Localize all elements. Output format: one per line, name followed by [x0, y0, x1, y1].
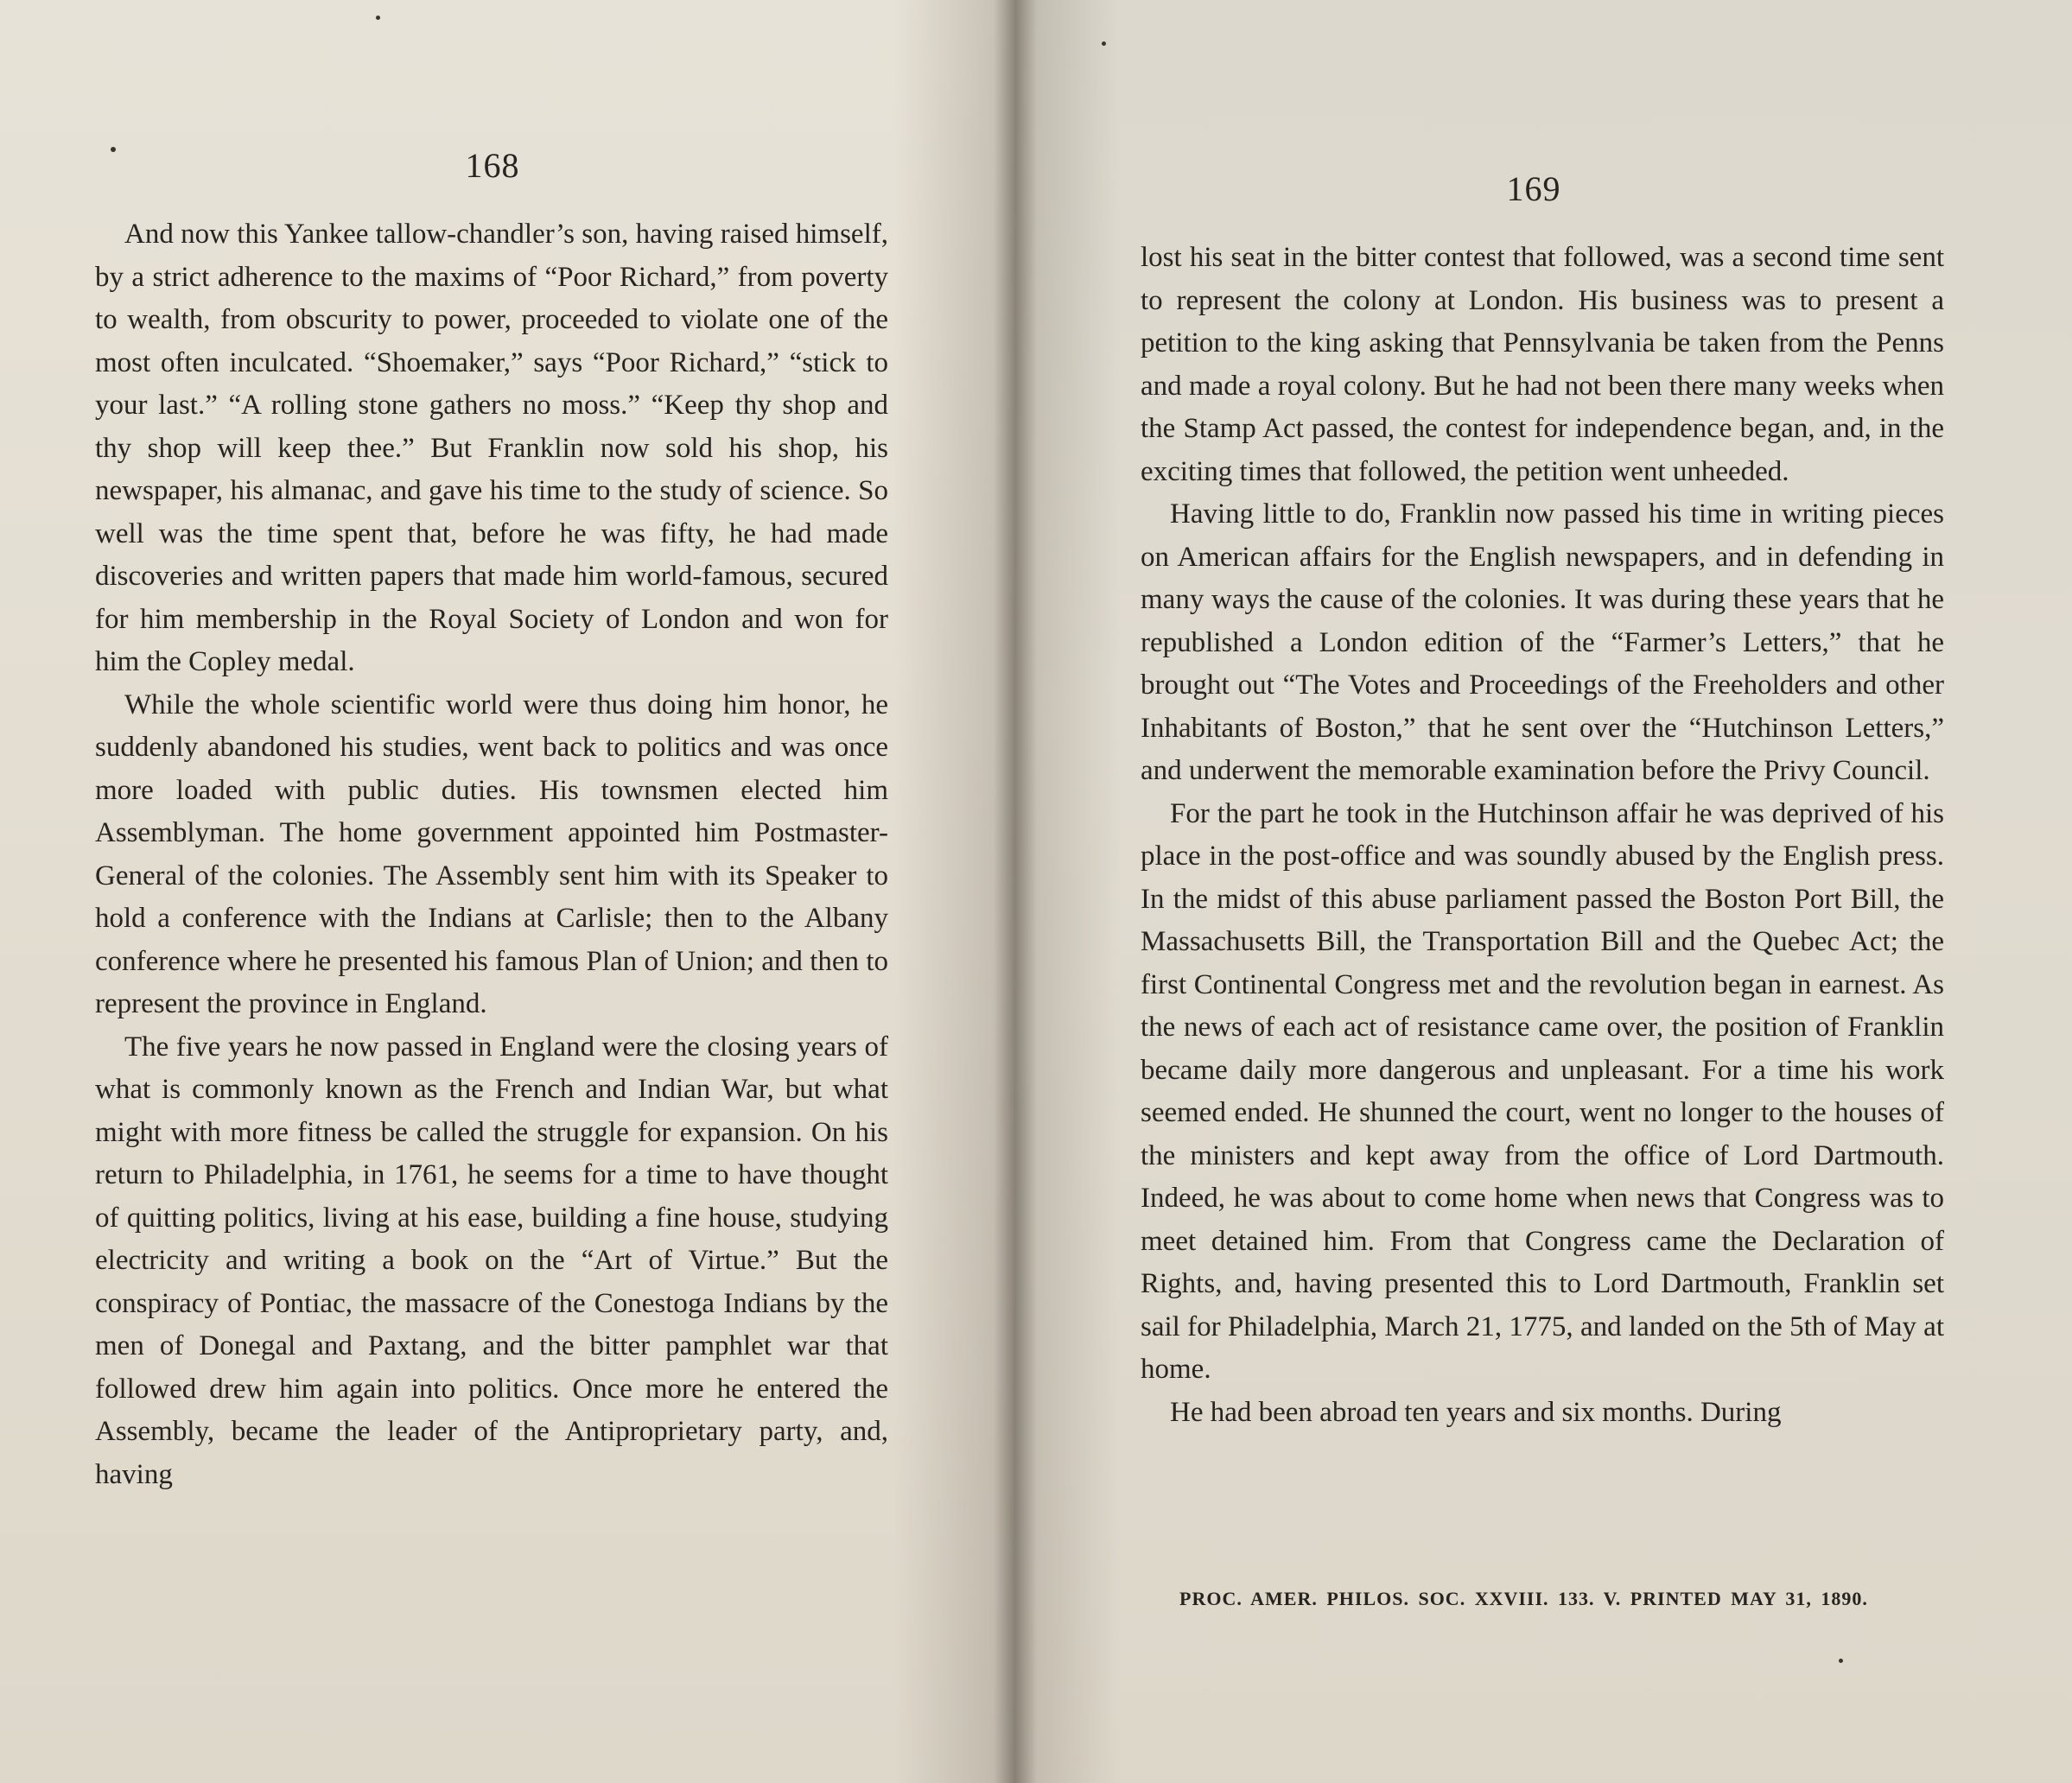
page-number: 169: [1506, 169, 1561, 208]
page-number: 168: [465, 146, 520, 185]
paragraph: Having little to do, Franklin now passed his time in writing pieces on American affairs for the English newspapers, and in defending in many ways the cause of the colonies. It was during these years that he republished a London edition of the “Farmer’s Letters,” that he brought out “The Votes and Proceedings of the Freeholders and other Inhabitants of Boston,” that he sent over the “Hutchinson Letters,” and underwent the memorable examination before the Privy Council.: [1141, 498, 1944, 786]
paragraph: While the whole scientific world were thus doing him honor, he suddenly abandoned his studies, went back to politics and was once more loaded with public duties. His townsmen elected him Assemblyman. The home government appointed him Postmaster-General of the colonies. The Assembly sent him with its Speaker to hold a conference with the Indians at Carlisle; then to the Albany conference where he presented his famous Plan of Union; and then to represent the province in England.: [95, 688, 888, 1019]
ink-speck: [376, 16, 380, 20]
ink-speck: [1102, 41, 1106, 46]
paragraph: He had been abroad ten years and six months. During: [1170, 1396, 1782, 1428]
paragraph: lost his seat in the bitter contest that followed, was a second time sent to represent the colony at London. His business was to present a petition to the king asking that Pennsylvania be taken from the Penns and made a royal colony. But he had not been there many weeks when the Stamp Act passed, the contest for independence began, and, in the exciting times that followed, the petition went unheeded.: [1141, 242, 1944, 487]
paragraph: The five years he now passed in England were the closing years of what is commonly known as the French and Indian War, but what might with more fitness be called the struggle for expansion. On his return to Philadelphia, in 1761, he seems for a time to have thought of quitting politics, living at his ease, building a fine house, studying electricity and writing a book on the “Art of Virtue.” But the conspiracy of Pontiac, the massacre of the Conestoga Indians by the men of Donegal and Paxtang, and the bitter pamphlet war that followed drew him again into politics. Once more he entered the Assembly, became the leader of the Antiproprietary party, and, having: [95, 1031, 888, 1490]
body-text: [1141, 237, 1944, 1434]
paragraph: And now this Yankee tallow-chandler’s son, having raised himself, by a strict adherence to the maxims of “Poor Richard,” from poverty to wealth, from obscurity to power, proceeded to violate one of the most often inculcated. “Shoemaker,” says “Poor Richard,” “stick to your last.” “A rolling stone gathers no moss.” “Keep thy shop and thy shop will keep thee.” But Franklin now sold his shop, his newspaper, his almanac, and gave his time to the study of science. So well was the time spent that, before he was fifty, he had made discoveries and written papers that made him world-famous, secured for him membership in the Royal Society of London and won for him the Copley medal.: [95, 219, 888, 677]
left-page: [0, 0, 1015, 1783]
paragraph: For the part he took in the Hutchinson affair he was deprived of his place in the post-office and was soundly abused by the English press. In the midst of this abuse parliament passed the Boston Port Bill, the Massachusetts Bill, the Transportation Bill and the Quebec Act; the first Continental Congress met and the revolution began in earnest. As the news of each act of resistance came over, the position of Franklin became daily more dangerous and unpleasant. For a time his work seemed ended. He shunned the court, went no longer to the houses of the ministers and kept away from the office of Lord Dartmouth. Indeed, he was about to come home when news that Congress was to meet detained him. From that Congress came the Declaration of Rights, and, having presented this to Lord Dartmouth, Franklin set sail for Philadelphia, March 21, 1775, and landed on the 5th of May at home.: [1141, 797, 1944, 1385]
ink-speck: [111, 147, 116, 152]
footer-note: PROC. AMER. PHILOS. SOC. XXVIII. 133. V. PRINTED MAY 31, 1890.: [1179, 1588, 1868, 1609]
body-text: [95, 213, 888, 1496]
right-page: [1015, 0, 2072, 1783]
ink-speck: [1839, 1659, 1843, 1663]
